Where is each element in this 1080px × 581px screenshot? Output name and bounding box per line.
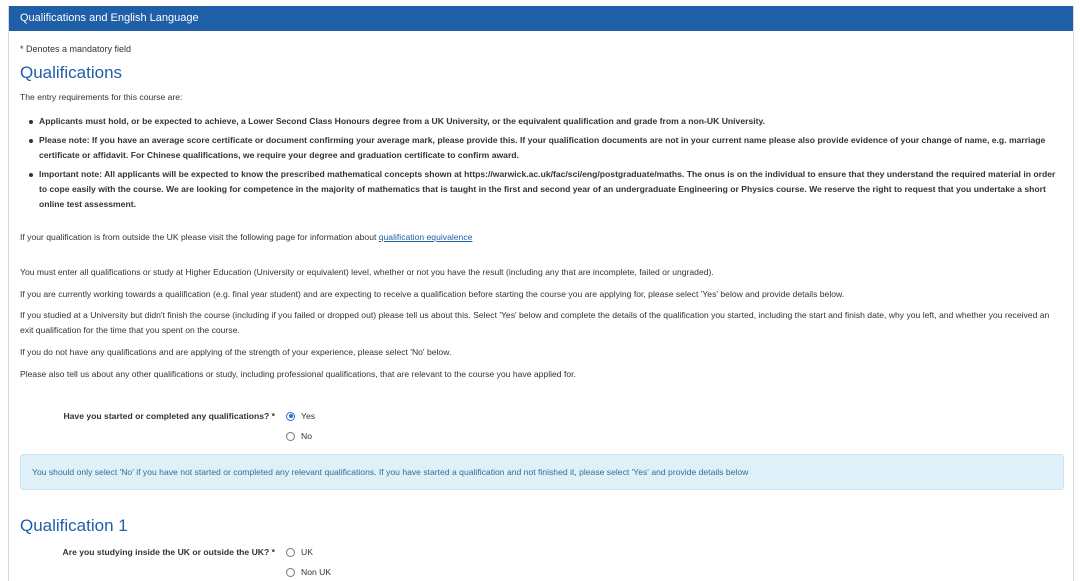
info-paragraph: You must enter all qualifications or study at Higher Education (University or equivalent) level, whether or not you have the result (including any that are incomplete, failed or ungraded). xyxy=(20,267,714,277)
info-paragraph: If you studied at a University but didn't finish the course (including if you failed or dropped out) please tell us about this. Select 'Yes' below and complete the details of the qualification you started, including the start and finish date, why you left, and whether you received an exit qualification for the time that you spent on the course. xyxy=(20,310,1050,335)
info-paragraph: If you do not have any qualifications and are applying of the strength of your experience, please select 'No' below. xyxy=(20,347,452,357)
info-paragraph: If you are currently working towards a qualification (e.g. final year student) and are expecting to receive a qualification before starting the course you are applying for, please select 'Yes' below and provide details below. xyxy=(20,289,845,299)
radio-no-indicator[interactable] xyxy=(286,432,295,441)
outside-uk-note xyxy=(20,230,1060,245)
radio-yes-indicator[interactable] xyxy=(286,412,295,421)
study-location-label: Are you studying inside the UK or outside the UK? * xyxy=(62,547,275,557)
entry-requirements-intro: The entry requirements for this course are: xyxy=(20,92,183,102)
requirement-item: Important note: All applicants will be expected to know the prescribed mathematical concepts shown at https://warwick.ac.uk/fac/sci/eng/postgraduate/maths. The onus is on the individual to ensure that they understand the required material in order to cope easily with the course. We are looking for competence in the majority of mathematics that is taught in the first and second year of an undergraduate Engineering or Physics course. We reserve the right to request that you undertake a short online test assessment. xyxy=(20,167,1060,212)
qualification-equivalence-link[interactable]: qualification equivalence xyxy=(378,232,473,242)
radio-no[interactable] xyxy=(286,431,312,441)
info-paragraph: Please also tell us about any other qualifications or study, including professional qualifications, that are relevant to the course you have applied for. xyxy=(20,369,576,379)
panel-title: Qualifications and English Language xyxy=(9,6,1073,31)
qualifications-panel xyxy=(8,6,1074,581)
requirement-item: Please note: If you have an average score certificate or document confirming your average mark, please provide this. If your qualification documents are not in your current name please also provide evidence of your change of name, e.g. marriage certificate or affidavit. For Chinese qualifications, we require your degree and graduation certificate to confirm award. xyxy=(20,133,1060,163)
outside-uk-text: If your qualification is from outside the UK please visit the following page for information about xyxy=(20,232,379,242)
requirement-item: Applicants must hold, or be expected to achieve, a Lower Second Class Honours degree from a UK University, or the equivalent qualification and grade from a non-UK University. xyxy=(20,114,1060,129)
info-alert: You should only select 'No' if you have not started or completed any relevant qualifications. If you have started a qualification and not finished it, please select 'Yes' and provide details below xyxy=(20,454,1064,490)
radio-yes-label[interactable]: Yes xyxy=(301,411,316,421)
radio-non-uk-label[interactable]: Non UK xyxy=(301,567,332,577)
radio-uk-indicator[interactable] xyxy=(286,548,295,557)
radio-no-label[interactable]: No xyxy=(301,431,312,441)
radio-non-uk[interactable] xyxy=(286,567,331,577)
mandatory-note: * Denotes a mandatory field xyxy=(20,44,132,54)
qualification-1-heading: Qualification 1 xyxy=(20,516,128,535)
radio-uk-label[interactable]: UK xyxy=(301,547,313,557)
radio-uk[interactable] xyxy=(286,547,313,557)
radio-yes[interactable] xyxy=(286,411,315,421)
qualifications-heading: Qualifications xyxy=(20,63,123,82)
radio-non-uk-indicator[interactable] xyxy=(286,568,295,577)
started-qualifications-label: Have you started or completed any qualifications? * xyxy=(63,411,275,421)
requirements-list xyxy=(20,114,1060,216)
